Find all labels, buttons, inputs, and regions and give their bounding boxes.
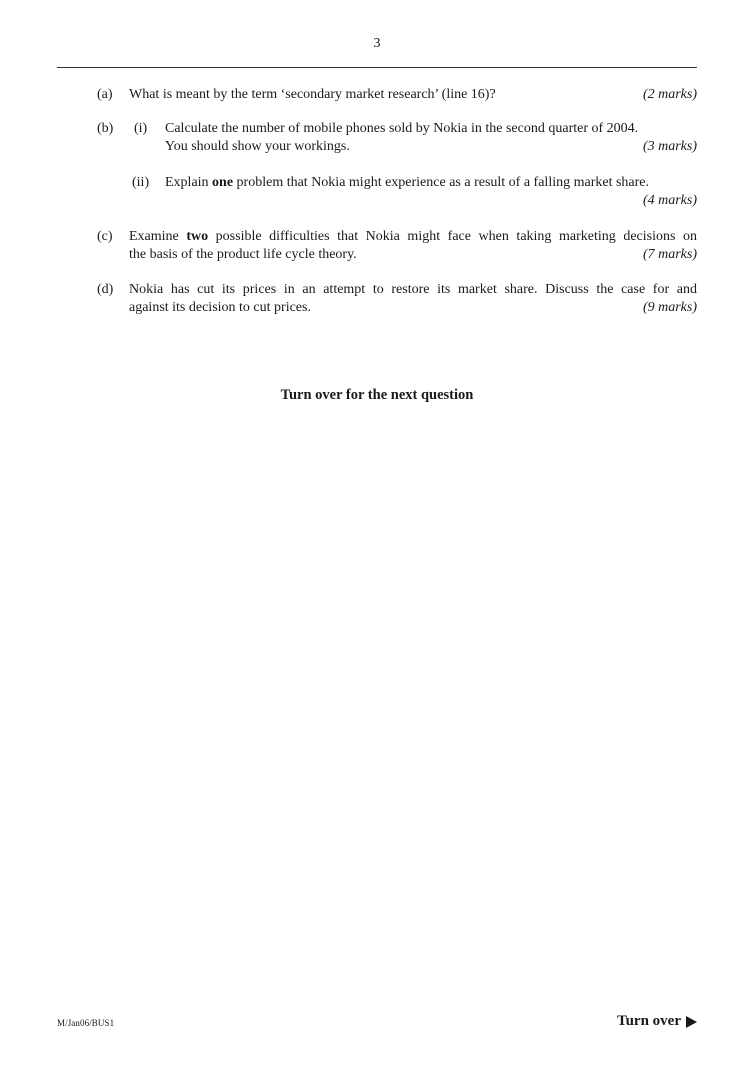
question-c-line2: the basis of the product life cycle theory.: [129, 247, 357, 262]
question-a-label: (a): [97, 87, 113, 102]
question-b-label: (b): [97, 121, 114, 136]
emphasis-one: one: [212, 175, 234, 190]
question-b-i-label: (i): [134, 121, 148, 136]
question-a-marks: (2 marks): [642, 87, 697, 102]
question-b-i-line1: Calculate the number of mobile phones sold by Nokia in the second quarter of 2004.: [165, 121, 639, 136]
turn-over-footer: [617, 1013, 697, 1030]
question-b-i-marks: (3 marks): [642, 139, 697, 154]
play-arrow-icon: [686, 1016, 697, 1028]
question-c-line1: Examine two possible difficulties that Nokia might face when taking marketing decisions on: [129, 229, 697, 244]
question-d-marks: (9 marks): [642, 300, 697, 315]
question-b-i-line2: You should show your workings.: [165, 139, 350, 154]
question-b-ii-label: (ii): [132, 175, 150, 190]
question-b-ii-text: Explain one problem that Nokia might experience as a result of a falling market share.: [165, 175, 650, 190]
question-d-line1: Nokia has cut its prices in an attempt to restore its market share. Discuss the case for and: [129, 282, 697, 297]
emphasis-two: two: [186, 229, 209, 244]
page-number: 3: [373, 36, 381, 51]
question-d-line2: against its decision to cut prices.: [129, 300, 311, 315]
question-c-marks: (7 marks): [642, 247, 697, 262]
question-b-ii-marks: (4 marks): [642, 193, 697, 208]
question-a-text: What is meant by the term ‘secondary market research’ (line 16)?: [129, 87, 496, 102]
paper-code: M/Jan06/BUS1: [57, 1018, 115, 1028]
question-c-label: (c): [97, 229, 113, 244]
turn-over-next-question: Turn over for the next question: [280, 387, 474, 403]
turn-over-label: Turn over: [616, 1013, 681, 1029]
header-divider: [57, 67, 697, 68]
question-d-label: (d): [97, 282, 114, 297]
